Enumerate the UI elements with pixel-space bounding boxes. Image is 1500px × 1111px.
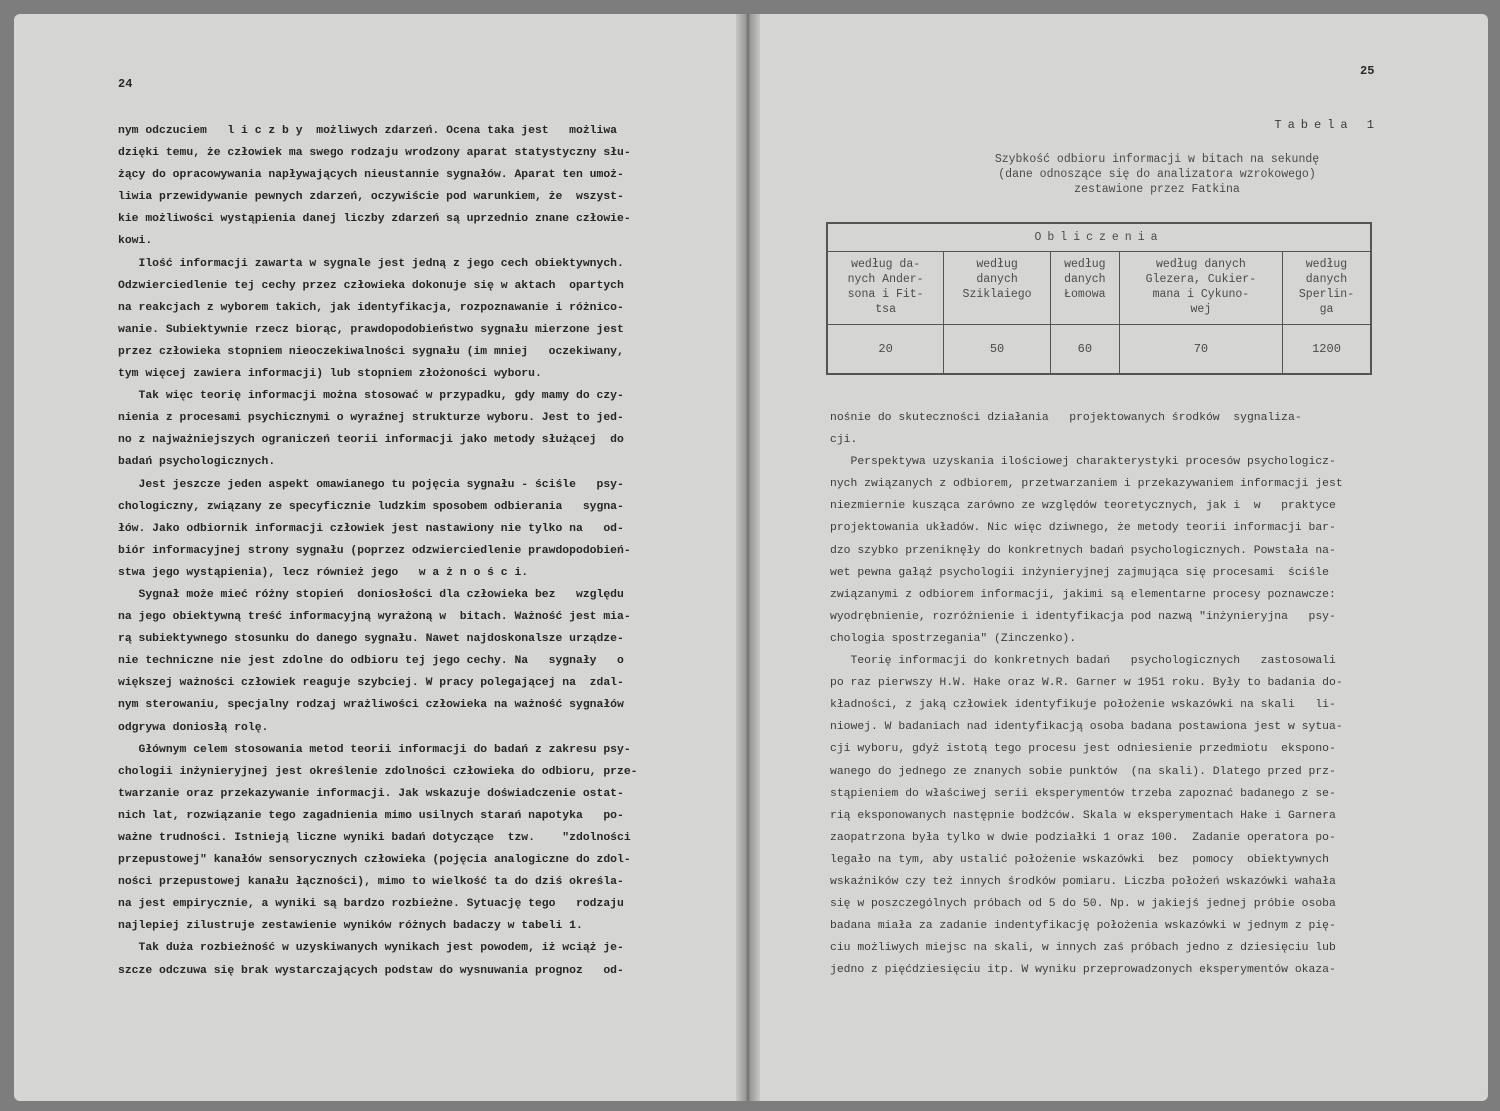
text-line: nych związanych z odbiorem, przetwarzaniem i przekazywaniem informacji jest [830,478,1343,491]
caption-line: (dane odnoszące się do analizatora wzrokowego) [998,168,1316,181]
right-page [752,14,1488,1101]
table-cell: 60 [1050,325,1119,375]
text-line: legało na tym, aby ustalić położenie wskazówki bez pomocy obiektywnych [830,853,1329,866]
text-line: cji wyboru, gdyż istotą tego procesu jest odniesienie przedmiotu ekspono- [830,743,1336,756]
table-cell: 50 [944,325,1051,375]
data-table [826,222,1372,375]
text-line: tym więcej zawiera informacji) lub stopniem złożoności wyboru. [118,368,542,381]
text-line: rią eksponowanych następnie bodźców. Skala w eksperymentach Hake i Garnera [830,809,1336,822]
left-page-body [118,120,638,982]
text-line: badań psychologicznych. [118,456,276,469]
text-line: rą subiektywnego stosunku do danego sygnału. Nawet najdoskonalsze urządze- [118,633,624,646]
text-line: chologia spostrzegania" (Zinczenko). [830,632,1077,645]
text-line: ważne trudności. Istnieją liczne wyniki badań dotyczące tzw. "zdolności [118,832,631,844]
column-header-line: sona i Fit- [847,288,924,301]
text-line: wskaźników czy też innych środków pomiaru. Liczba położeń wskazówki wahała [830,875,1336,888]
text-line: ności przepustowej kanału łączności), mimo to wielkość ta do dziś określa- [118,876,624,889]
text-line: wet pewna gałąź psychologii inżynieryjnej zajmująca się procesami ściśle [830,566,1329,579]
text-line: kładności, z jaką człowiek identyfikuje położenie wskazówki na skali li- [830,699,1336,712]
text-line: kie możliwości wystąpienia danej liczby zdarzeń są uprzednio znane człowie- [118,213,631,226]
column-header-line: Sziklaiego [962,288,1032,301]
text-line: stąpieniem do właściwej serii eksperymentów trzeba zapoznać badanego z se- [830,787,1336,800]
text-line: odgrywa doniosłą rolę. [118,721,269,734]
text-line: twarzanie oraz przekazywanie informacji. Jak wskazuje doświadczenie ostat- [118,787,624,800]
text-line: po raz pierwszy H.W. Hake oraz W.R. Garner w 1951 roku. Były to badania do- [830,677,1343,690]
text-line: żący do opracowywania napływających nieustannie sygnałów. Aparat ten umoż- [118,169,624,182]
text-line: no z najważniejszych ograniczeń teorii informacji jako metody służącej do [118,434,624,447]
text-line: liwia przewidywanie pewnych zdarzeń, oczywiście pod warunkiem, że wszyst- [118,191,624,204]
column-header-line: według da- [851,258,921,271]
text-line: chologii inżynieryjnej jest określenie zdolności człowieka do odbioru, prze- [118,765,638,778]
text-line: Tak duża rozbieżność w uzyskiwanych wynikach jest powodem, iż wciąż je- [118,942,624,955]
text-line: ciu możliwych miejsc na skali, w innych zaś próbach jedno z dziesięciu lub [830,942,1336,955]
page-number-right: 25 [1360,64,1375,78]
text-line: przez człowieka stopniem nieoczekiwalności sygnału (im mniej oczekiwany, [118,345,624,358]
text-line: nośnie do skuteczności działania projektowanych środków sygnaliza- [830,412,1302,424]
table-caption [872,152,1442,197]
text-line: badana miała za zadanie indentyfikację położenia wskazówki w jednym z pię- [830,920,1336,933]
column-header-line: Glezera, Cukier- [1145,273,1257,286]
column-header-line: Sperlin- [1298,288,1355,301]
text-line: najlepiej zilustruje zestawienie wyników różnych badaczy w tabeli 1. [118,920,583,933]
text-line: się w poszczególnych próbach od 5 do 50. Np. w jakiejś jednej próbie osoba [830,898,1336,911]
text-line: nich lat, rozwiązanie tego zagadnienia mimo usilnych starań napotyka po- [118,809,624,822]
table-column-header [1283,252,1372,325]
table-row [827,325,1371,375]
text-line: projektowania układów. Nic więc dziwnego, że metody teorii informacji bar- [830,522,1336,535]
text-line: niowej. W badaniach nad identyfikacją osoba badana postawiona jest w sytua- [830,721,1343,734]
text-line: na jego obiektywną treść informacyjną wyrażoną w bitach. Ważność jest mia- [118,611,631,624]
column-header-line: Łomowa [1064,288,1106,301]
column-header-line: według [1305,258,1348,271]
column-header-line: danych [1064,273,1106,286]
text-line: Perspektywa uzyskania ilościowej charakterystyki procesów psychologicz- [830,456,1336,469]
column-header-line: według [1064,258,1106,271]
table-column-header [1050,252,1119,325]
text-line: dzo szybko przeniknęły do konkretnych badań psychologicznych. Powstała na- [830,544,1336,557]
table-column-header [827,252,944,325]
text-line: wyodrębnienie, rozróżnienie i identyfikacja pod nazwą "inżynieryjna psy- [830,610,1336,623]
text-line: na jest empirycznie, a wyniki są bardzo rozbieżne. Sytuację tego rodzaju [118,898,624,911]
text-line: Głównym celem stosowania metod teorii informacji do badań z zakresu psy- [118,743,631,756]
column-header-line: wej [1190,303,1212,316]
column-header-line: ga [1319,303,1334,316]
text-line: jedno z pięćdziesięciu itp. W wyniku przeprowadzonych eksperymentów okaza- [830,964,1336,977]
text-line: nienia z procesami psychicznymi o wyraźnej strukturze wyboru. Jest to jed- [118,412,624,425]
table-cell: 70 [1119,325,1282,375]
text-line: nym sterowaniu, specjalny rodzaj wrażliwości człowieka na ważność sygnałów [118,699,624,712]
column-header-line: mana i Cykuno- [1152,288,1250,301]
caption-line: Szybkość odbioru informacji w bitach na sekundę [994,153,1320,166]
table-group-header: Obliczenia [827,223,1371,252]
text-line: wanego do jednego ze znanych sobie punktów (na skali). Dlatego przed prz- [830,765,1336,778]
column-header-line: danych [976,273,1018,286]
book-gutter [736,14,760,1101]
text-line: niezmiernie kusząca zarówno ze względów teoretycznych, jak i w praktyce [830,500,1336,513]
text-line: przepustowej" kanałów sensorycznych człowieka (pojęcia analogiczne do zdol- [118,854,631,867]
column-header-line: danych [1305,273,1348,286]
left-page [14,14,744,1101]
text-line: wanie. Subiektywnie rzecz biorąc, prawdopodobieństwo sygnału mierzone jest [118,323,624,336]
text-line: związanymi z odbiorem informacji, jakimi są elementarne procesy poznawcze: [830,588,1336,601]
text-line: biór informacyjnej strony sygnału (poprzez odzwierciedlenie prawdopodobień- [118,544,631,557]
text-line: szcze odczuwa się brak wystarczających podstaw do wysnuwania prognoz od- [118,964,624,977]
column-header-line: według danych [1156,258,1246,271]
page-number-left: 24 [118,77,133,91]
text-line: na reakcjach z wyborem takich, jak identyfikacja, rozpoznawanie i różnico- [118,301,624,314]
text-line: stwa jego wystąpienia), lecz również jego w a ż n o ś c i. [118,566,529,579]
text-line: Odzwierciedlenie tej cechy przez człowieka dokonuje się w aktach opartych [118,279,624,292]
table-column-header [944,252,1051,325]
text-line: Tak więc teorię informacji można stosować w przypadku, gdy mamy do czy- [118,390,624,403]
caption-line: zestawione przez Fatkina [1074,183,1240,196]
right-page-body [830,407,1343,981]
text-line: chologiczny, związany ze specyficznie ludzkim sposobem odbierania sygna- [118,500,624,513]
table-cell: 1200 [1283,325,1372,375]
text-line: cji. [830,434,858,447]
text-line: łów. Jako odbiornik informacji człowiek jest nastawiony nie tylko na od- [118,522,624,535]
text-line: Ilość informacji zawarta w sygnale jest jedną z jego cech obiektywnych. [118,257,624,270]
text-line: większej ważności człowiek reaguje szybciej. W pracy polegającej na zdal- [118,677,624,690]
column-header-line: według [976,258,1018,271]
text-line: zaopatrzona była tylko w dwie podziałki 1 oraz 100. Zadanie operatora po- [830,831,1336,844]
text-line: Sygnał może mieć różny stopień doniosłości dla człowieka bez względu [118,588,624,601]
text-line: Teorię informacji do konkretnych badań psychologicznych zastosowali [830,655,1336,668]
table-label: Tabela 1 [1274,118,1380,132]
table-column-header [1119,252,1282,325]
text-line: dzięki temu, że człowiek ma swego rodzaju wrodzony aparat statystyczny słu- [118,147,631,160]
column-header-line: tsa [875,303,896,316]
table-cell: 20 [827,325,944,375]
column-header-line: nych Ander- [847,273,924,286]
text-line: nie techniczne nie jest zdolne do odbioru tej jego cechy. Na sygnały o [118,655,624,668]
text-line: kowi. [118,235,153,248]
table-header-row [827,252,1371,325]
text-line: nym odczuciem l i c z b y możliwych zdarzeń. Ocena taka jest możliwa [118,125,617,137]
text-line: Jest jeszcze jeden aspekt omawianego tu pojęcia sygnału - ściśle psy- [118,478,624,491]
